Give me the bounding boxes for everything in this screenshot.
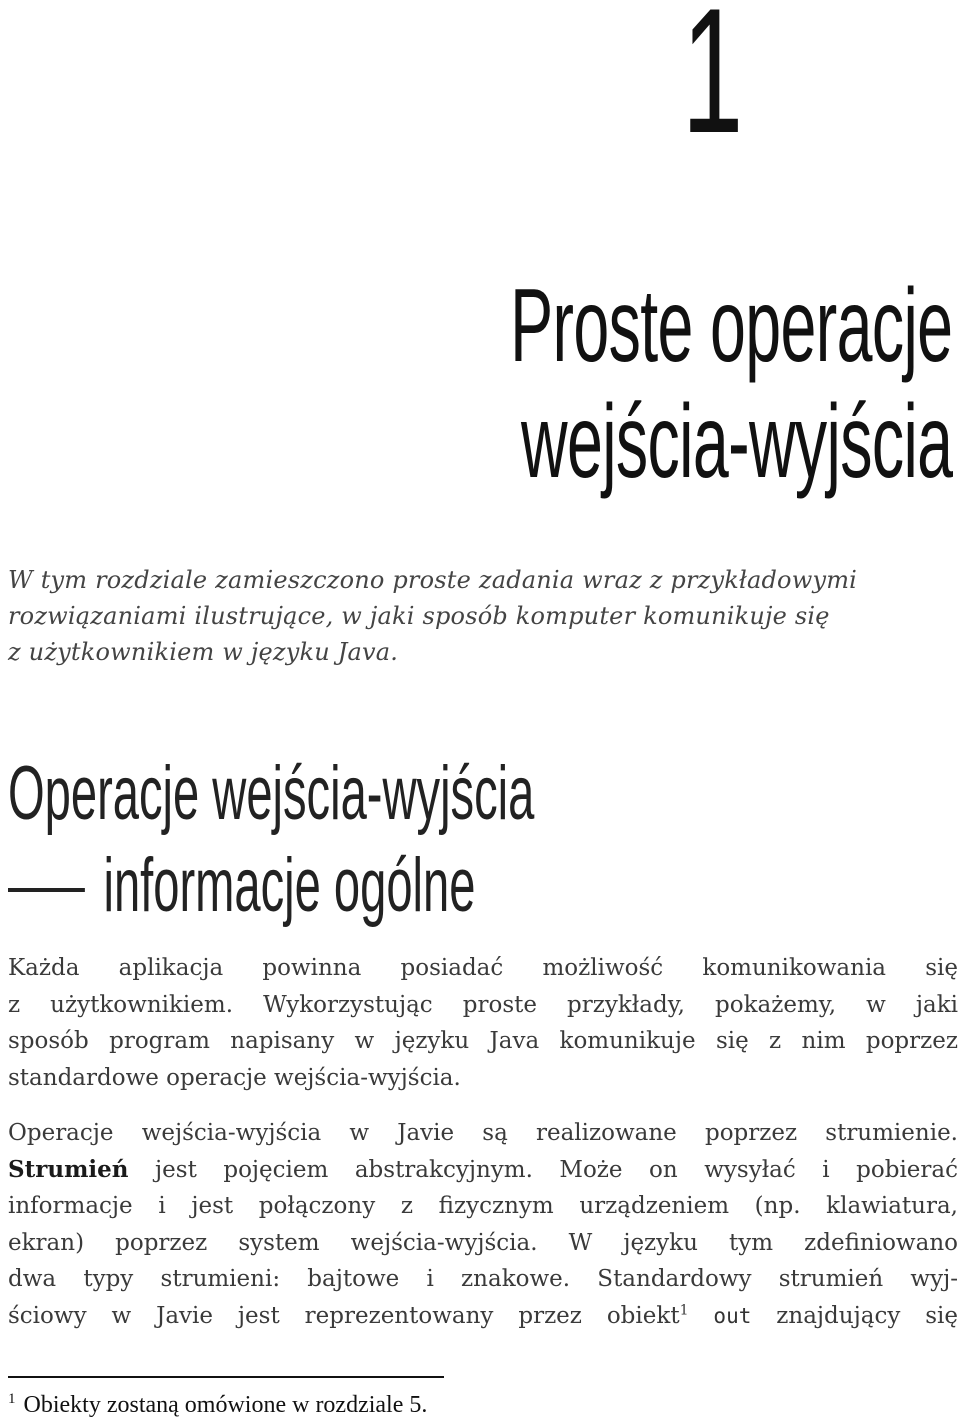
intro-line: z użytkownikiem w języku Java. (8, 638, 399, 666)
paragraph-line: Każda aplikacja powinna posiadać możliwość komunikowania się (8, 955, 958, 981)
paragraph-line (8, 1152, 958, 1189)
intro-line: rozwiązaniami ilustrujące, w jaki sposób komputer komunikuje się (8, 602, 830, 630)
paragraph-line: z użytkownikiem. Wykorzystując proste przykłady, pokażemy, w jaki (8, 991, 958, 1018)
paragraph-2 (8, 1115, 958, 1334)
chapter-title-line: Proste operacje (509, 268, 952, 384)
intro-line: W tym rozdziale zamieszczono proste zadania wraz z przykładowymi (8, 566, 858, 594)
paragraph-line: sposób program napisany w języku Java komunikuje się z nim poprzez (8, 1028, 958, 1054)
footnote-mark: 1 (8, 1391, 16, 1407)
section-heading-line2-wrap (8, 840, 534, 932)
paragraph-line-text: znajdujący się (751, 1302, 959, 1329)
paragraph-line-text: ściowy w Javie jest reprezentowany przez obiekt (8, 1302, 680, 1329)
section-heading (8, 748, 534, 932)
paragraph-line: dwa typy strumieni: bajtowe i znakowe. Standardowy strumień wyj- (8, 1266, 958, 1292)
footnote-divider (8, 1376, 444, 1378)
paragraph-line: informacje i jest połączony z fizycznym urządzeniem (np. klawiatura, (8, 1193, 958, 1219)
paragraph-line: standardowe operacje wejścia-wyjścia. (8, 1064, 461, 1091)
em-dash-rule (8, 888, 85, 892)
paragraph-line (8, 1298, 958, 1335)
section-heading-line1: Operacje wejścia-wyjścia (8, 751, 535, 836)
chapter-title-line: wejścia-wyjścia (520, 384, 952, 500)
section-heading-line2: informacje ogólne (103, 843, 476, 928)
code-word-out: out (713, 1303, 752, 1328)
chapter-title (510, 268, 952, 500)
chapter-number: 1 (681, 0, 742, 170)
term-strumien: Strumień (8, 1155, 129, 1183)
paragraph-line-text: jest pojęciem abstrakcyjnym. Może on wysyłać i pobierać (128, 1156, 958, 1183)
paragraph-line: ekran) poprzez system wejścia-wyjścia. W języku tym zdefiniowano (8, 1229, 958, 1256)
footnote (8, 1390, 427, 1420)
chapter-intro (8, 562, 958, 670)
footnote-reference[interactable]: 1 (679, 1301, 689, 1318)
paragraph-line: Operacje wejścia-wyjścia w Javie są realizowane poprzez strumienie. (8, 1120, 958, 1146)
paragraph-1 (8, 950, 958, 1096)
footnote-text: Obiekty zostaną omówione w rozdziale 5. (23, 1392, 428, 1418)
